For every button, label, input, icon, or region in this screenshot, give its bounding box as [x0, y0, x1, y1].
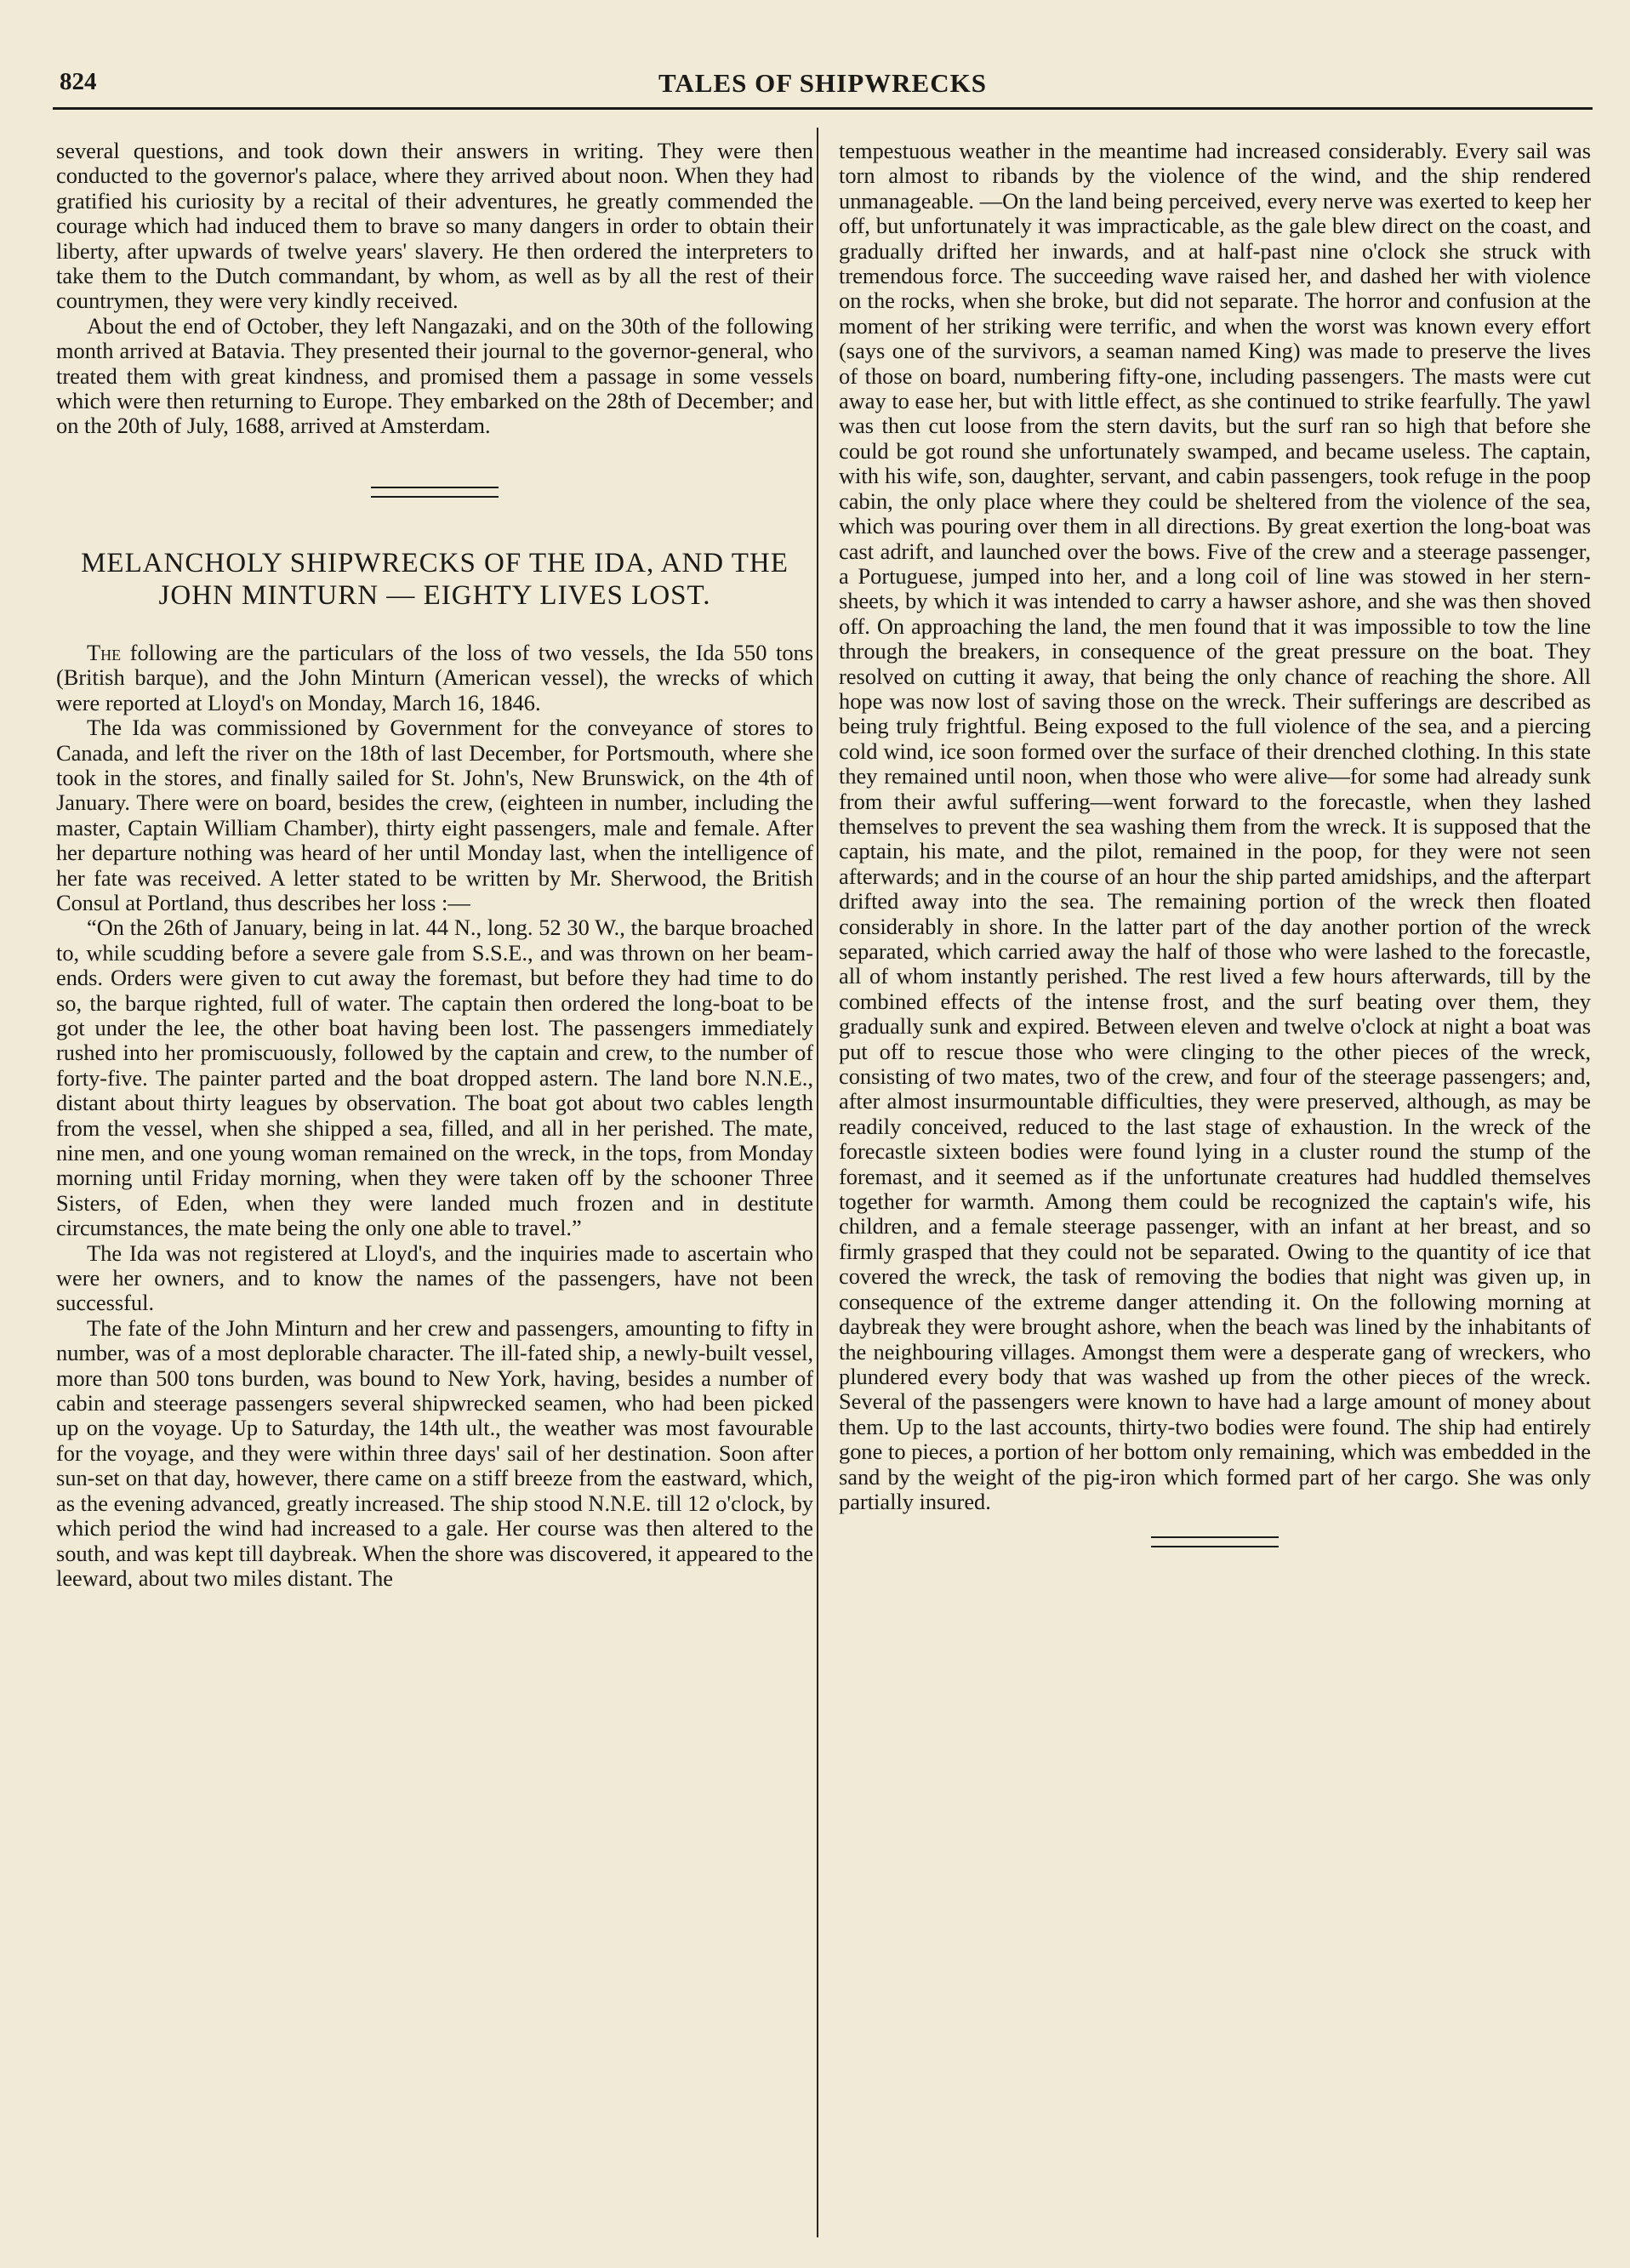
page-number: 824: [60, 68, 97, 95]
header-rule: [53, 107, 1593, 110]
article-title: MELANCHOLY SHIPWRECKS OF THE IDA, AND THE JOHN MINTURN — EIGHTY LIVES LOST.: [81, 547, 789, 611]
paragraph: several questions, and took down their answers in writing. They were then conducted to the governor's palace, where they arrived about noon. When they had gratified his curiosity by a recital of their adventures, he greatly commended the courage which had induced them to brave so many dangers in order to obtain their liberty, after upwards of twelve years' slavery. He then ordered the interpreters to take them to the Dutch commandant, by whom, as well as by all the rest of their countrymen, they were very kindly received.: [56, 138, 813, 314]
left-column: [56, 139, 813, 1591]
paragraph: About the end of October, they left Nangazaki, and on the 30th of the following month arrived at Batavia. They presented their journal to the governor-general, who treated them with great kindness, and promised them a passage in some vessels which were then returning to Europe. They embarked on the 28th of December; and on the 20th of July, 1688, arrived at Amsterdam.: [56, 312, 813, 439]
paragraph: The Ida was commissioned by Government for the conveyance of stores to Canada, and left the river on the 18th of last December, for Portsmouth, where she took in the stores, and finally sailed for St. John's, New Brunswick, on the 4th of January. There were on board, besides the crew, (eighteen in number, including the master, Captain William Chamber), thirty eight passengers, male and female. After her departure nothing was heard of her until Monday last, when the intelligence of her fate was received. A letter stated to be written by Mr. Sherwood, the British Consul at Portland, thus describes her loss :—: [56, 715, 813, 915]
first-word: The: [87, 639, 122, 665]
paragraph: The fate of the John Minturn and her crew and passengers, amounting to fifty in number, was of a most deplorable character. The ill-fated ship, a newly-built vessel, more than 500 tons burden, was bound to New York, having, besides a number of cabin and steerage passengers several shipwrecked seamen, who had been picked up on the voyage. Up to Saturday, the 14th ult., the weather was most favourable for the voyage, and they were within three days' sail of her destination. Soon after sun-set on that day, however, there came on a stiff breeze from the eastward, which, as the evening advanced, greatly increased. The ship stood N.N.E. till 12 o'clock, by which period the wind had increased to a gale. Her course was then altered to the south, and was kept till daybreak. When the shore was discovered, it appeared to the leeward, about two miles distant. The: [56, 1314, 813, 1591]
running-head: [53, 68, 1593, 105]
running-title: TALES OF SHIPWRECKS: [658, 68, 987, 98]
paragraph: [56, 641, 813, 715]
end-divider: [1151, 1536, 1279, 1547]
column-divider: [817, 128, 818, 2237]
paragraph: tempestuous weather in the meantime had increased considerably. Every sail was torn almost to ribands by the violence of the wind, and the ship rendered unmanageable. —On the land being perceived, every nerve was exerted to keep her off, but unfortunately it was impracticable, as the gale blew direct on the coast, and gradually drifted her inwards, and at half-past nine o'clock she struck with tremendous force. The succeeding wave raised her, and dashed her with violence on the rocks, when she broke, but did not separate. The horror and confusion at the moment of her striking were terrific, and when the worst was known every effort (says one of the survivors, a seaman named King) was made to preserve the lives of those on board, numbering fifty-one, including passengers. The masts were cut away to ease her, but with little effect, as she continued to strike fearfully. The yawl was then cut loose from the stern davits, but the surf ran so high that before she could be got round she unfortunately swamped, and became useless. The captain, with his wife, son, daughter, servant, and cabin passengers, took refuge in the poop cabin, the only place where they could be sheltered from the violence of the sea, which was pouring over them in all directions. By great exertion the long-boat was cast adrift, and launched over the bows. Five of the crew and a steerage passenger, a Portuguese, jumped into her, and a long coil of line was stowed in her stern-sheets, by which it was intended to carry a hawser ashore, and she was then shoved off. On approaching the land, the men found that it was impossible to tow the line through the breakers, in consequence of the great pressure on the boat. They resolved on cutting it away, that being the only chance of reaching the shore. All hope was now lost of saving those on the wreck. Their sufferings are described as being truly frightful. Being exposed to the full violence of the sea, and a piercing cold wind, ice soon formed over the surface of their drenched clothing. In this state they remained until noon, when those who were alive—for some had already sunk from their awful suffering—went forward to the forecastle, when they lashed themselves to prevent the sea washing them from the wreck. It is supposed that the captain, his mate, and the pilot, remained in the poop, for they were not seen afterwards; and in the course of an hour the ship parted amidships, and the afterpart drifted away into the sea. The remaining portion of the wreck then floated considerably in shore. In the latter part of the day another portion of the wreck separated, which carried away the half of those who were lashed to the forecastle, all of whom instantly perished. The rest lived a few hours afterwards, till by the combined effects of the intense frost, and the surf beating over them, they gradually sunk and expired. Between eleven and twelve o'clock at night a boat was put off to rescue those who were clinging to the other pieces of the wreck, consisting of two mates, two of the crew, and four of the steerage passengers; and, after almost insurmountable difficulties, they were preserved, although, as may be readily conceived, reduced to the last stage of exhaustion. In the wreck of the forecastle sixteen bodies were found lying in a cluster round the stump of the foremast, and it seemed as if the unfortunate creatures had huddled themselves together for warmth. Among them could be recognized the captain's wife, his children, and a female steerage passenger, with an infant at her breast, and so firmly grasped that they could not be separated. Owing to the quantity of ice that covered the wreck, the task of removing the bodies that night was given up, in consequence of the extreme danger attending it. On the following morning at daybreak they were brought ashore, when the beach was lined by the inhabitants of the neighbouring villages. Amongst them were a desperate gang of wreckers, who plundered every body that was washed up from the other pieces of the wreck. Several of the passengers were known to have had a large amount of money about them. Up to the last accounts, thirty-two bodies were found. The ship had entirely gone to pieces, a portion of her bottom only remaining, which was embedded in the sand by the weight of the pig-iron which formed part of her cargo. She was only partially insured.: [839, 138, 1591, 1514]
paragraph: The Ida was not registered at Lloyd's, and the inquiries made to ascertain who were her owners, and to know the names of the passengers, have not been successful.: [56, 1239, 813, 1316]
right-column: [839, 139, 1591, 1547]
quoted-letter: “On the 26th of January, being in lat. 44 N., long. 52 30 W., the barque broached to, while scudding before a severe gale from S.S.E., and was thrown on her beam-ends. Orders were given to cut away the foremast, but before they had time to do so, the barque righted, full of water. The captain then ordered the long-boat to be got under the lee, the other boat having been lost. The passengers immediately rushed into her promiscuously, followed by the captain and crew, to the number of forty-five. The painter parted and the boat dropped astern. The land bore N.N.E., distant about thirty leagues by observation. The boat got about two cables length from the vessel, when she shipped a sea, filled, and all in her perished. The mate, nine men, and one young woman remained on the wreck, in the tops, from Monday morning until Friday morning, when they were taken off by the schooner Three Sisters, of Eden, when they were landed much frozen and in destitute circumstances, the mate being the only one able to travel.”: [56, 915, 813, 1241]
paragraph-text: following are the particulars of the loss of two vessels, the Ida 550 tons (British barque), and the John Minturn (American vessel), the wrecks of which were reported at Lloyd's on Monday, March 16, 1846.: [56, 639, 813, 715]
section-divider: [371, 487, 499, 498]
